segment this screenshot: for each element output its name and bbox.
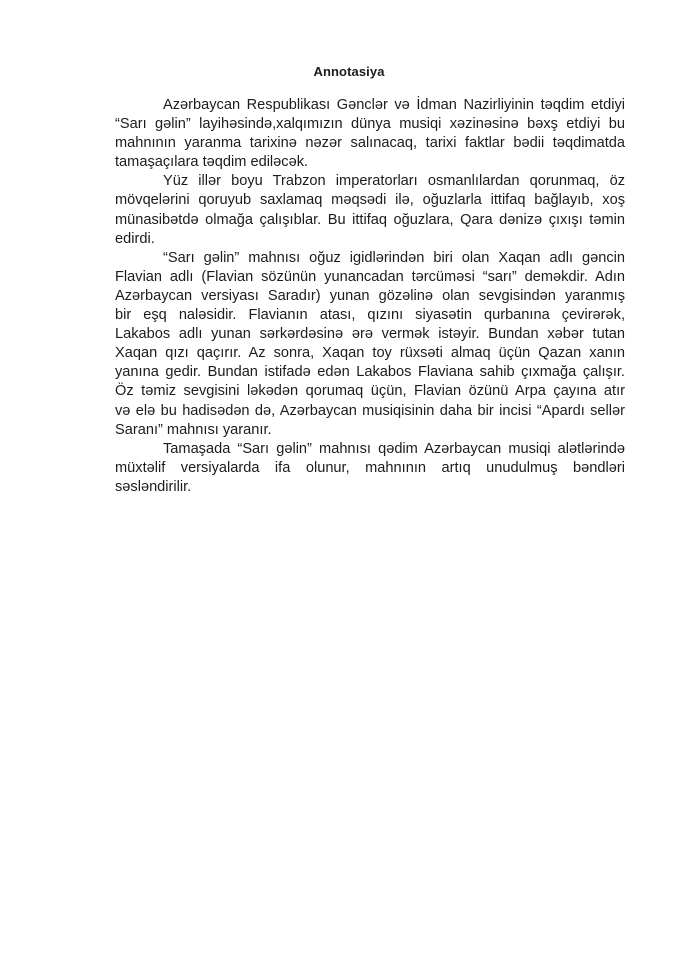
text-line: Flavian adlı (Flavian sözünün yunancadan tərcüməsi “sarı” deməkdir. Adın (115, 268, 625, 285)
text-line: Azərbaycan Respublikası Gənclər və İdman Nazirliyinin təqdim etdiyi (163, 97, 625, 113)
text-line: Azərbaycan versiyası Saradır) yunan gözəlinə olan sevgisindən yaranmış (115, 287, 625, 304)
text-line: Tamaşada “Sarı gəlin” mahnısı qədim Azərbaycan musiqi alətlərində (163, 440, 625, 457)
document-title: Annotasiya (313, 64, 385, 79)
text-line: bir eşq naləsidir. Flavianın atası, qızını siyasətin qurbanına çevirərək, (115, 307, 625, 324)
text-line: və elə bu hadisədən də, Azərbaycan musiqisinin daha bir incisi “Apardı sellər (115, 402, 625, 419)
text-line: edirdi. (115, 230, 155, 247)
text-line: “Sarı gəlin” mahnısı oğuz igidlərindən biri olan Xaqan adlı gəncin (163, 249, 625, 266)
document-body (115, 96, 625, 497)
text-line: yanına gedir. Bundan istifadə edən Lakabos Flaviana sahib çıxmağa çalışır. (115, 364, 625, 381)
text-line: Yüz illər boyu Trabzon imperatorları osmanlılardan qorunmaq, öz (163, 173, 625, 190)
text-line: səsləndirilir. (115, 478, 192, 495)
text-line: Lakabos adlı yunan sərkərdəsinə ərə vermək istəyir. Bundan xəbər tutan (115, 326, 625, 343)
text-line: münasibətdə olmağa çalışıblar. Bu ittifaq oğuzlara, Qara dənizə çıxışı təmin (115, 211, 625, 228)
text-line: mahnının yaranma tarixinə nəzər salınacaq, tarixi faktlar bədii təqdimatda (115, 135, 625, 152)
text-line: Xaqan qızı qaçırır. Az sonra, Xaqan toy rüxsəti almaq üçün Qazan xanın (115, 345, 625, 362)
text-line: müxtəlif versiyalarda ifa olunur, mahnının artıq unudulmuş bəndləri (115, 459, 625, 476)
text-line: tamaşaçılara təqdim ediləcək. (115, 154, 309, 171)
text-line: Saranı” mahnısı yaranır. (115, 421, 272, 438)
text-line: mövqelərini qoruyub saxlamaq məqsədi ilə, oğuzlarla ittifaq bağlayıb, xoş (115, 192, 625, 209)
text-line: “Sarı gəlin” layihəsində,xalqımızın dünya musiqi xəzinəsinə bəxş etdiyi bu (115, 116, 625, 133)
text-line: Öz təmiz sevgisini ləkədən qorumaq üçün, Flavian özünü Arpa çayına atır (115, 383, 625, 400)
